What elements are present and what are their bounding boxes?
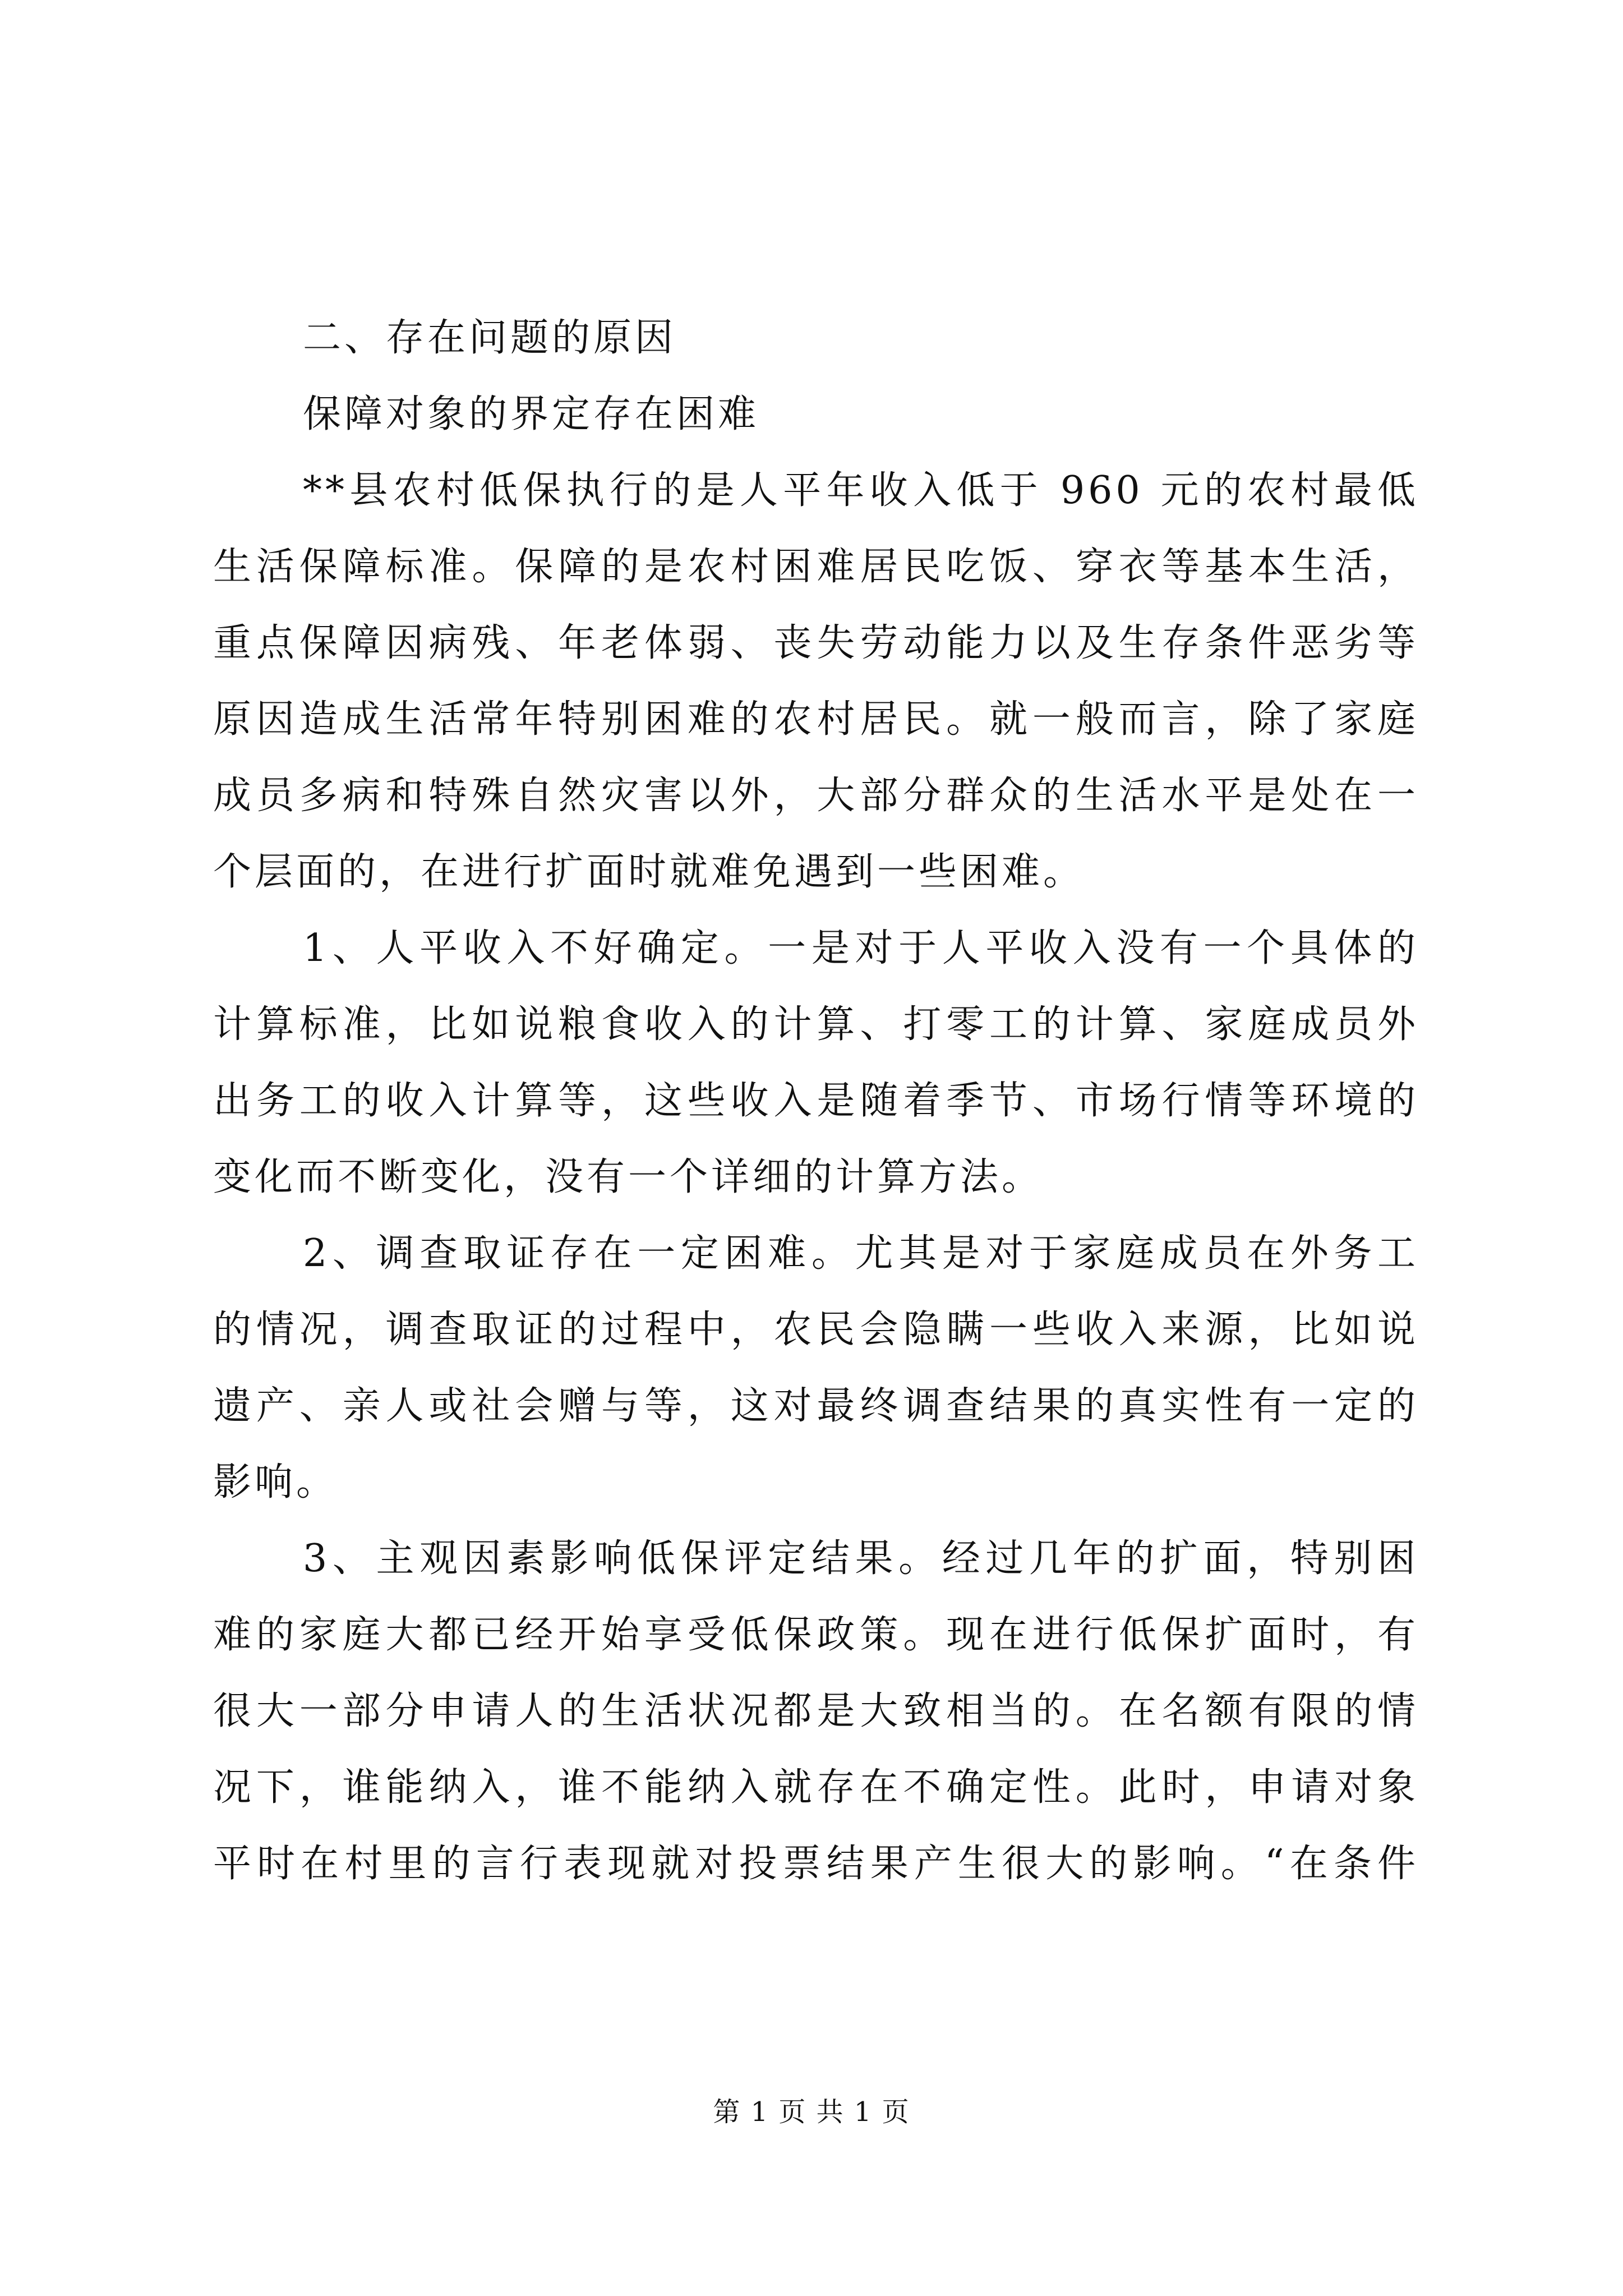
section-heading: 二、存在问题的原因	[303, 316, 677, 360]
paragraph-line: 重点保障因病残、年老体弱、丧失劳动能力以及生存条件恶劣等	[213, 621, 1419, 665]
paragraph-line: 成员多病和特殊自然灾害以外，大部分群众的生活水平是处在一	[213, 774, 1419, 818]
paragraph-line: 的情况，调查取证的过程中，农民会隐瞒一些收入来源，比如说	[213, 1308, 1419, 1352]
paragraph-line: 遗产、亲人或社会赠与等，这对最终调查结果的真实性有一定的	[213, 1384, 1419, 1428]
page-number-footer: 第 1 页 共 1 页	[713, 2096, 910, 2128]
paragraph-line: 出务工的收入计算等，这些收入是随着季节、市场行情等环境的	[213, 1079, 1419, 1123]
paragraph-line: 平时在村里的言行表现就对投票结果产生很大的影响。“在条件	[213, 1842, 1419, 1886]
paragraph-line: 况下，谁能纳入，谁不能纳入就存在不确定性。此时，申请对象	[213, 1765, 1419, 1810]
paragraph-line: 影响。	[213, 1460, 338, 1504]
paragraph-line: 难的家庭大都已经开始享受低保政策。现在进行低保扩面时，有	[213, 1613, 1419, 1657]
paragraph-line: 变化而不断变化，没有一个详细的计算方法。	[213, 1155, 1044, 1199]
subsection-heading: 保障对象的界定存在困难	[303, 392, 760, 436]
paragraph-line: 3、主观因素影响低保评定结果。经过几年的扩面，特别困	[303, 1536, 1419, 1581]
paragraph-line: **县农村低保执行的是人平年收入低于 960 元的农村最低	[303, 468, 1419, 513]
paragraph-line: 很大一部分申请人的生活状况都是大致相当的。在名额有限的情	[213, 1689, 1419, 1733]
paragraph-line: 1、人平收入不好确定。一是对于人平收入没有一个具体的	[303, 926, 1419, 970]
paragraph-line: 原因造成生活常年特别困难的农村居民。就一般而言，除了家庭	[213, 697, 1419, 742]
paragraph-line: 个层面的，在进行扩面时就难免遇到一些困难。	[213, 850, 1085, 894]
document-body	[213, 300, 1419, 1902]
paragraph-line: 计算标准，比如说粮食收入的计算、打零工的计算、家庭成员外	[213, 1002, 1419, 1047]
paragraph-line: 生活保障标准。保障的是农村困难居民吃饭、穿衣等基本生活，	[213, 545, 1419, 589]
paragraph-line: 2、调查取证存在一定困难。尤其是对于家庭成员在外务工	[303, 1231, 1419, 1276]
